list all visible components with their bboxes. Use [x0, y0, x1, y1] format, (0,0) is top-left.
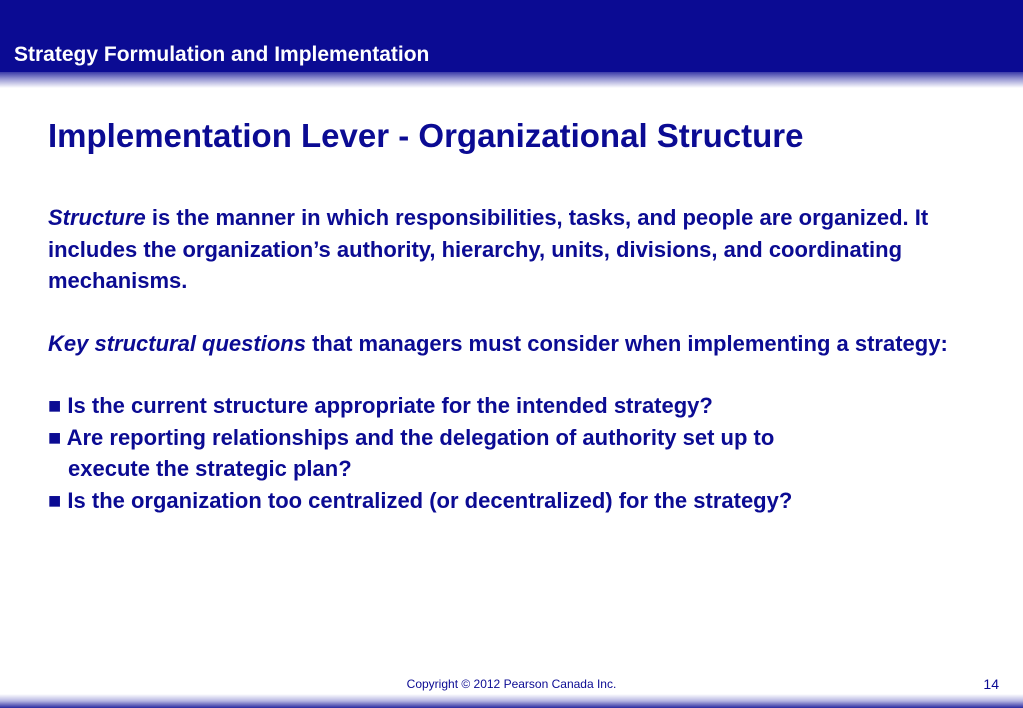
slide-title: Implementation Lever - Organizational Structure [48, 117, 804, 154]
spacer [48, 359, 998, 390]
questions-intro-term: Key structural questions [48, 330, 306, 356]
question-item [48, 390, 998, 422]
definition-text: is the manner in which responsibilities, tasks, and people are organized. It includes the organization’s authority, hierarchy, units, divisions, and coordinating mechanisms. [48, 205, 929, 293]
spacer [48, 297, 998, 328]
questions-intro-paragraph [48, 328, 998, 360]
question-text: Are reporting relationships and the delegation of authority set up to [61, 424, 775, 450]
page-number: 14 [983, 676, 999, 692]
question-item [48, 485, 998, 517]
square-bullet-icon: ■ [48, 487, 62, 513]
square-bullet-icon: ■ [48, 393, 62, 418]
definition-term: Structure [48, 205, 146, 230]
footer-gradient [0, 694, 1023, 708]
question-text: Is the organization too centralized (or decentralized) for the strategy? [61, 487, 793, 513]
question-list [48, 390, 998, 516]
slide-body [48, 202, 998, 516]
copyright-notice: Copyright © 2012 Pearson Canada Inc. [406, 677, 617, 691]
questions-intro-text: that managers must consider when implementing a strategy: [305, 330, 948, 356]
definition-paragraph [48, 202, 998, 297]
square-bullet-icon: ■ [48, 424, 62, 450]
question-item [48, 422, 998, 454]
question-text: Is the current structure appropriate for the intended strategy? [61, 393, 713, 418]
question-text-continued: execute the strategic plan? [68, 456, 352, 481]
presentation-title: Strategy Formulation and Implementation [14, 43, 430, 66]
header-gradient [0, 72, 1023, 88]
